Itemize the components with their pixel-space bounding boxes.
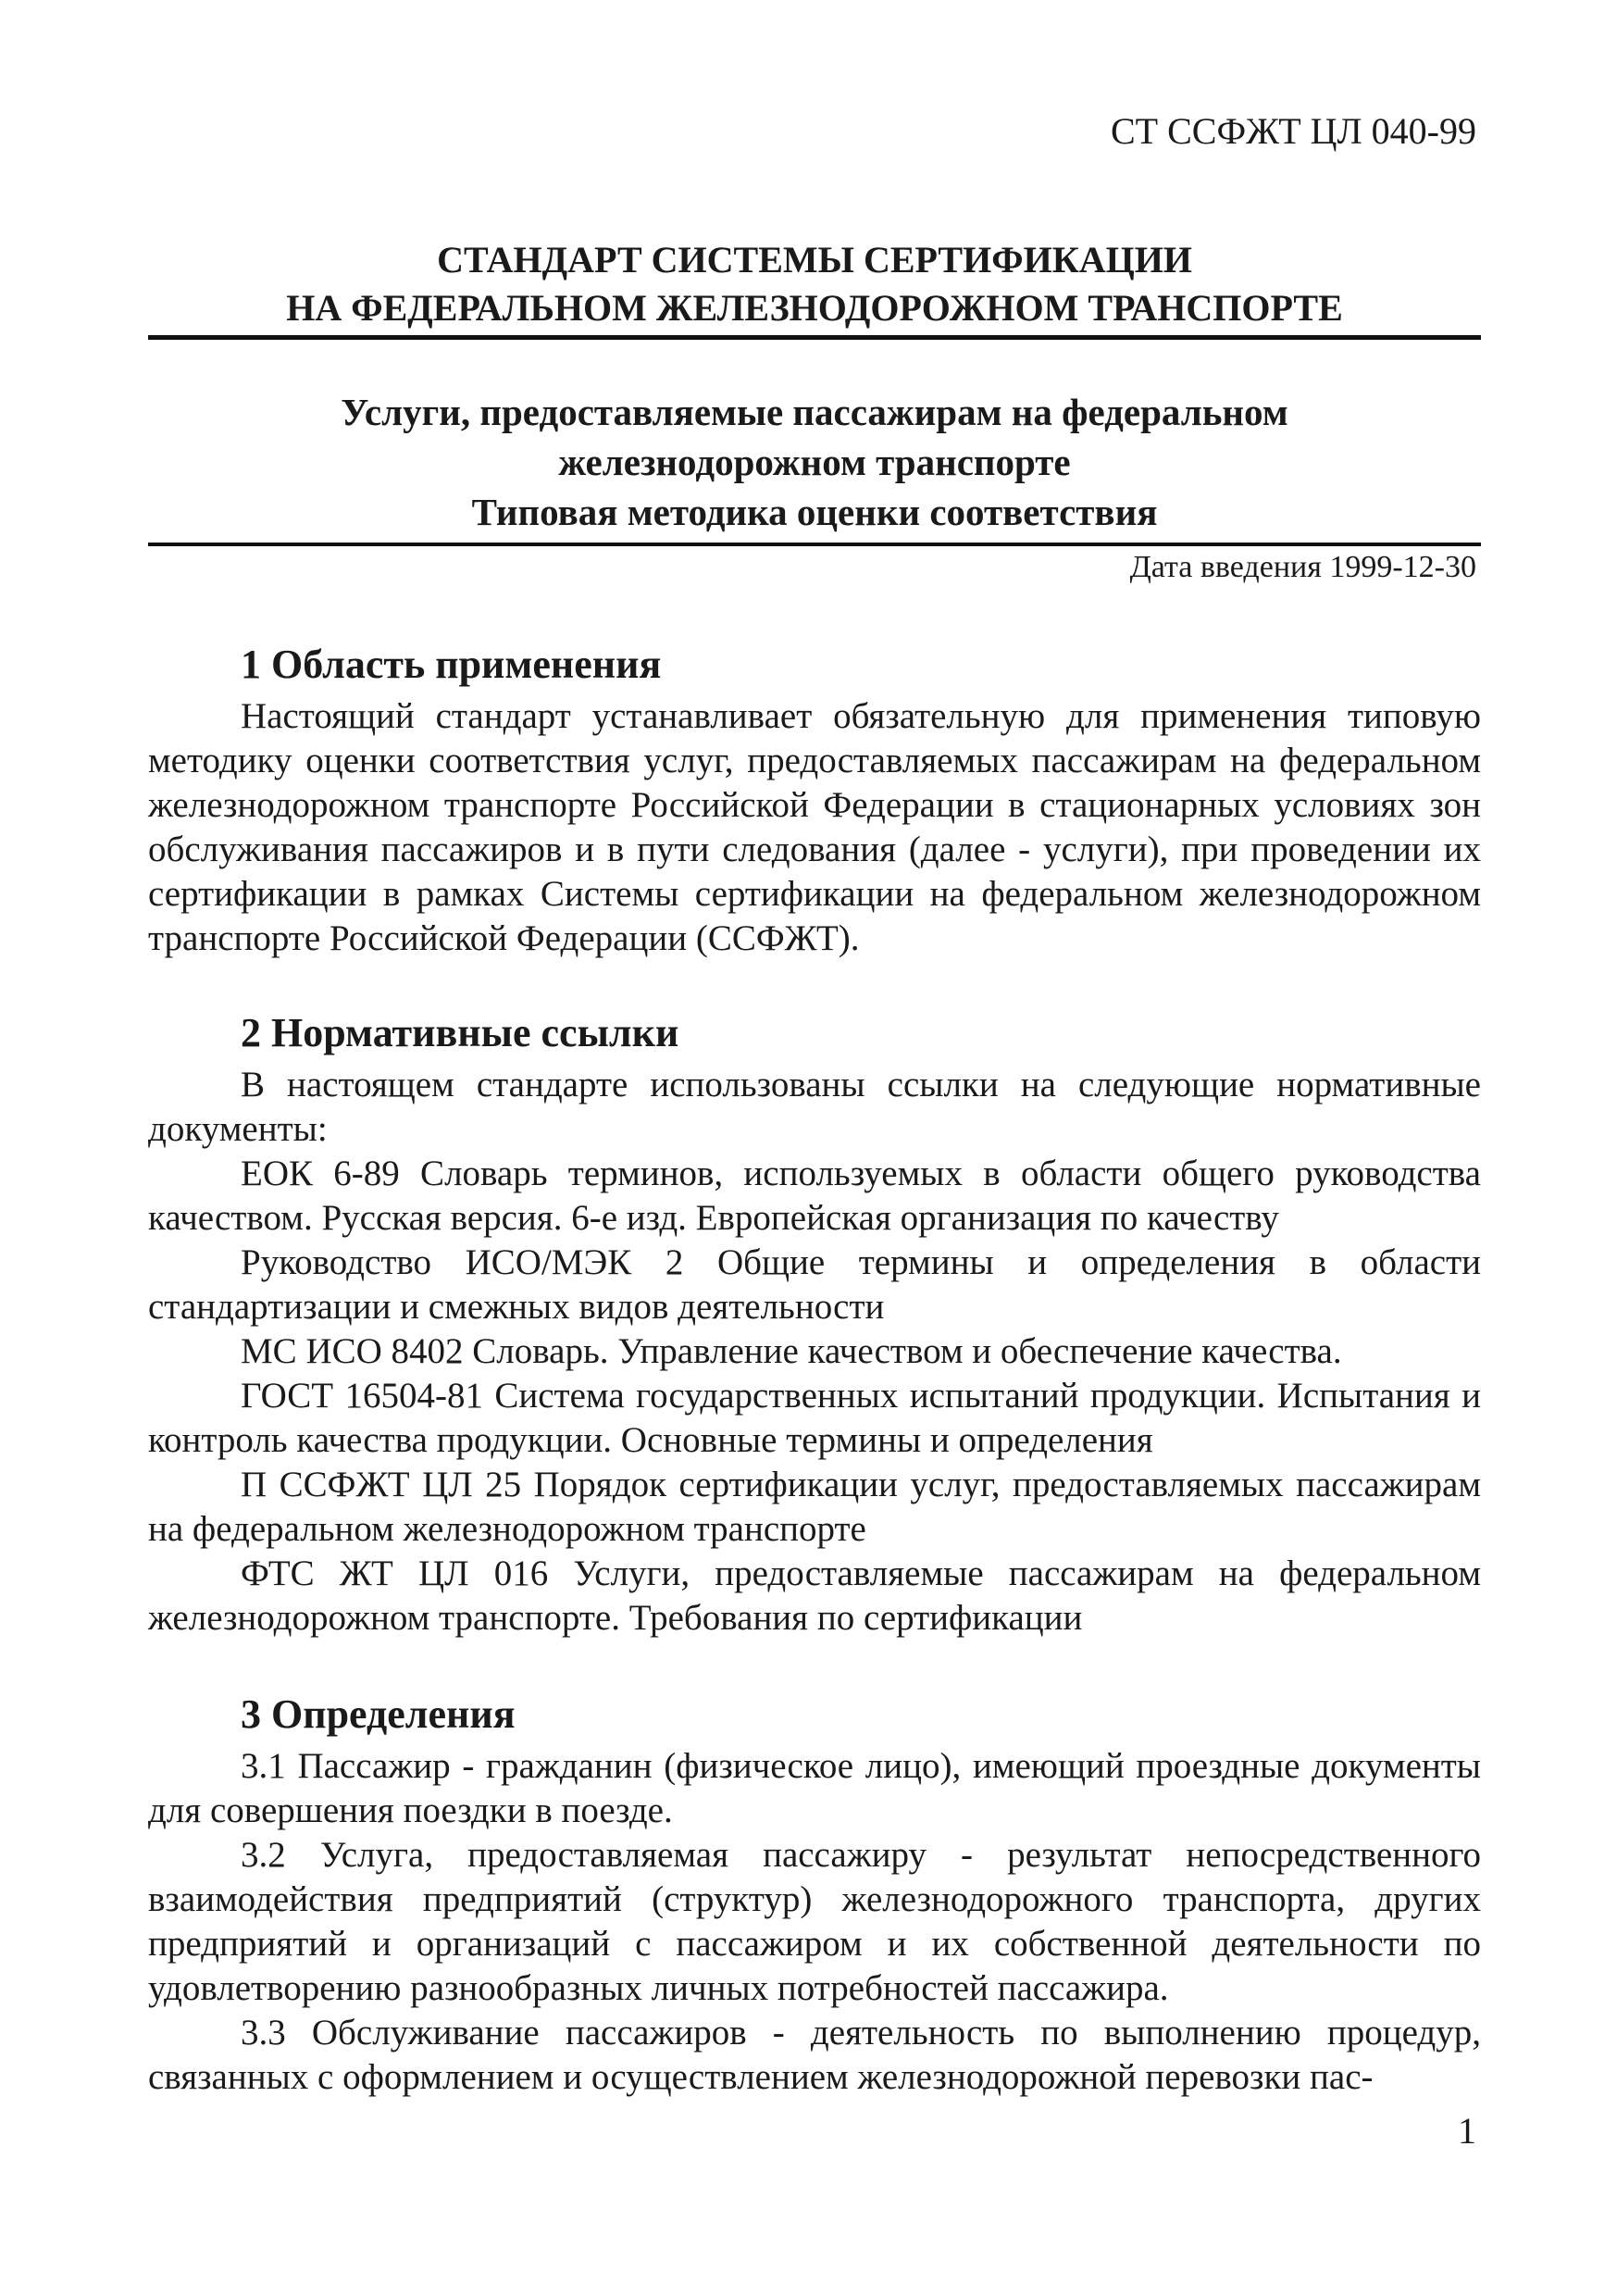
title-rule: [148, 335, 1481, 340]
section-heading: 1 Область применения: [241, 642, 662, 687]
section-heading: 3 Определения: [241, 1691, 516, 1737]
definition-item: 3.2 Услуга, предоставляемая пассажиру - результат непосредственного взаимодействия предприятий (структур) железнодорожного транспорта, других предприятий и организаций с пассажиром и их собственной деятельности по удовлетворению разнообразных личных потребностей пассажира.: [148, 1835, 1481, 2008]
standard-title: [148, 236, 1481, 332]
document-subject: [148, 387, 1481, 537]
standard-title-line-1: СТАНДАРТ СИСТЕМЫ СЕРТИФИКАЦИИ: [437, 239, 1192, 281]
section-definitions: [148, 1691, 1481, 2100]
definition-item: 3.1 Пассажир - гражданин (физическое лицо), имеющий проездные документы для совершения поездки в поезде.: [148, 1746, 1481, 1830]
reference-item: ГОСТ 16504-81 Система государственных испытаний продукции. Испытания и контроль качества продукции. Основные термины и определения: [148, 1376, 1481, 1460]
definition-item: 3.3 Обслуживание пассажиров - деятельность по выполнению процедур, связанных с оформлением и осуществлением железнодорожной перевозки пас-: [148, 2013, 1481, 2097]
document-code: СТ ССФЖТ ЦЛ 040-99: [1111, 110, 1476, 152]
standard-title-line-2: НА ФЕДЕРАЛЬНОМ ЖЕЛЕЗНОДОРОЖНОМ ТРАНСПОРТЕ: [286, 287, 1343, 329]
introduction-date: Дата введения 1999-12-30: [1129, 550, 1476, 584]
subject-line-2: железнодорожном транспорте: [558, 441, 1071, 483]
reference-item: Руководство ИСО/МЭК 2 Общие термины и определения в области стандартизации и смежных видов деятельности: [148, 1242, 1481, 1327]
paragraph: В настоящем стандарте использованы ссылки на следующие нормативные документы:: [148, 1065, 1481, 1149]
section-normative-references: [148, 1009, 1481, 1641]
reference-item: МС ИСО 8402 Словарь. Управление качеством и обеспечение качества.: [241, 1331, 1342, 1371]
section-scope: [148, 641, 1481, 961]
subject-line-1: Услуги, предоставляемые пассажирам на федеральном: [341, 391, 1288, 433]
reference-item: ФТС ЖТ ЦЛ 016 Услуги, предоставляемые пассажирам на федеральном железнодорожном транспорте. Требования по сертификации: [148, 1554, 1481, 1638]
reference-item: П ССФЖТ ЦЛ 25 Порядок сертификации услуг, предоставляемых пассажирам на федеральном железнодорожном транспорте: [148, 1465, 1481, 1549]
page-number: 1: [1458, 2110, 1476, 2152]
reference-item: ЕОК 6-89 Словарь терминов, используемых в области общего руководства качеством. Русская версия. 6-е изд. Европейская организация по качеству: [148, 1154, 1481, 1238]
subject-rule: [148, 543, 1481, 546]
subject-line-3: Типовая методика оценки соответствия: [471, 491, 1158, 533]
paragraph: Настоящий стандарт устанавливает обязательную для применения типовую методику оценки соответствия услуг, предоставляемых пассажирам на федеральном железнодорожном транспорте Российской Федерации в стационарных условиях зон обслуживания пассажиров и в пути следования (далее - услуги), при проведении их сертификации в рамках Системы сертификации на федеральном железнодорожном транспорте Российской Федерации (ССФЖТ).: [148, 696, 1481, 958]
section-heading: 2 Нормативные ссылки: [241, 1010, 679, 1055]
